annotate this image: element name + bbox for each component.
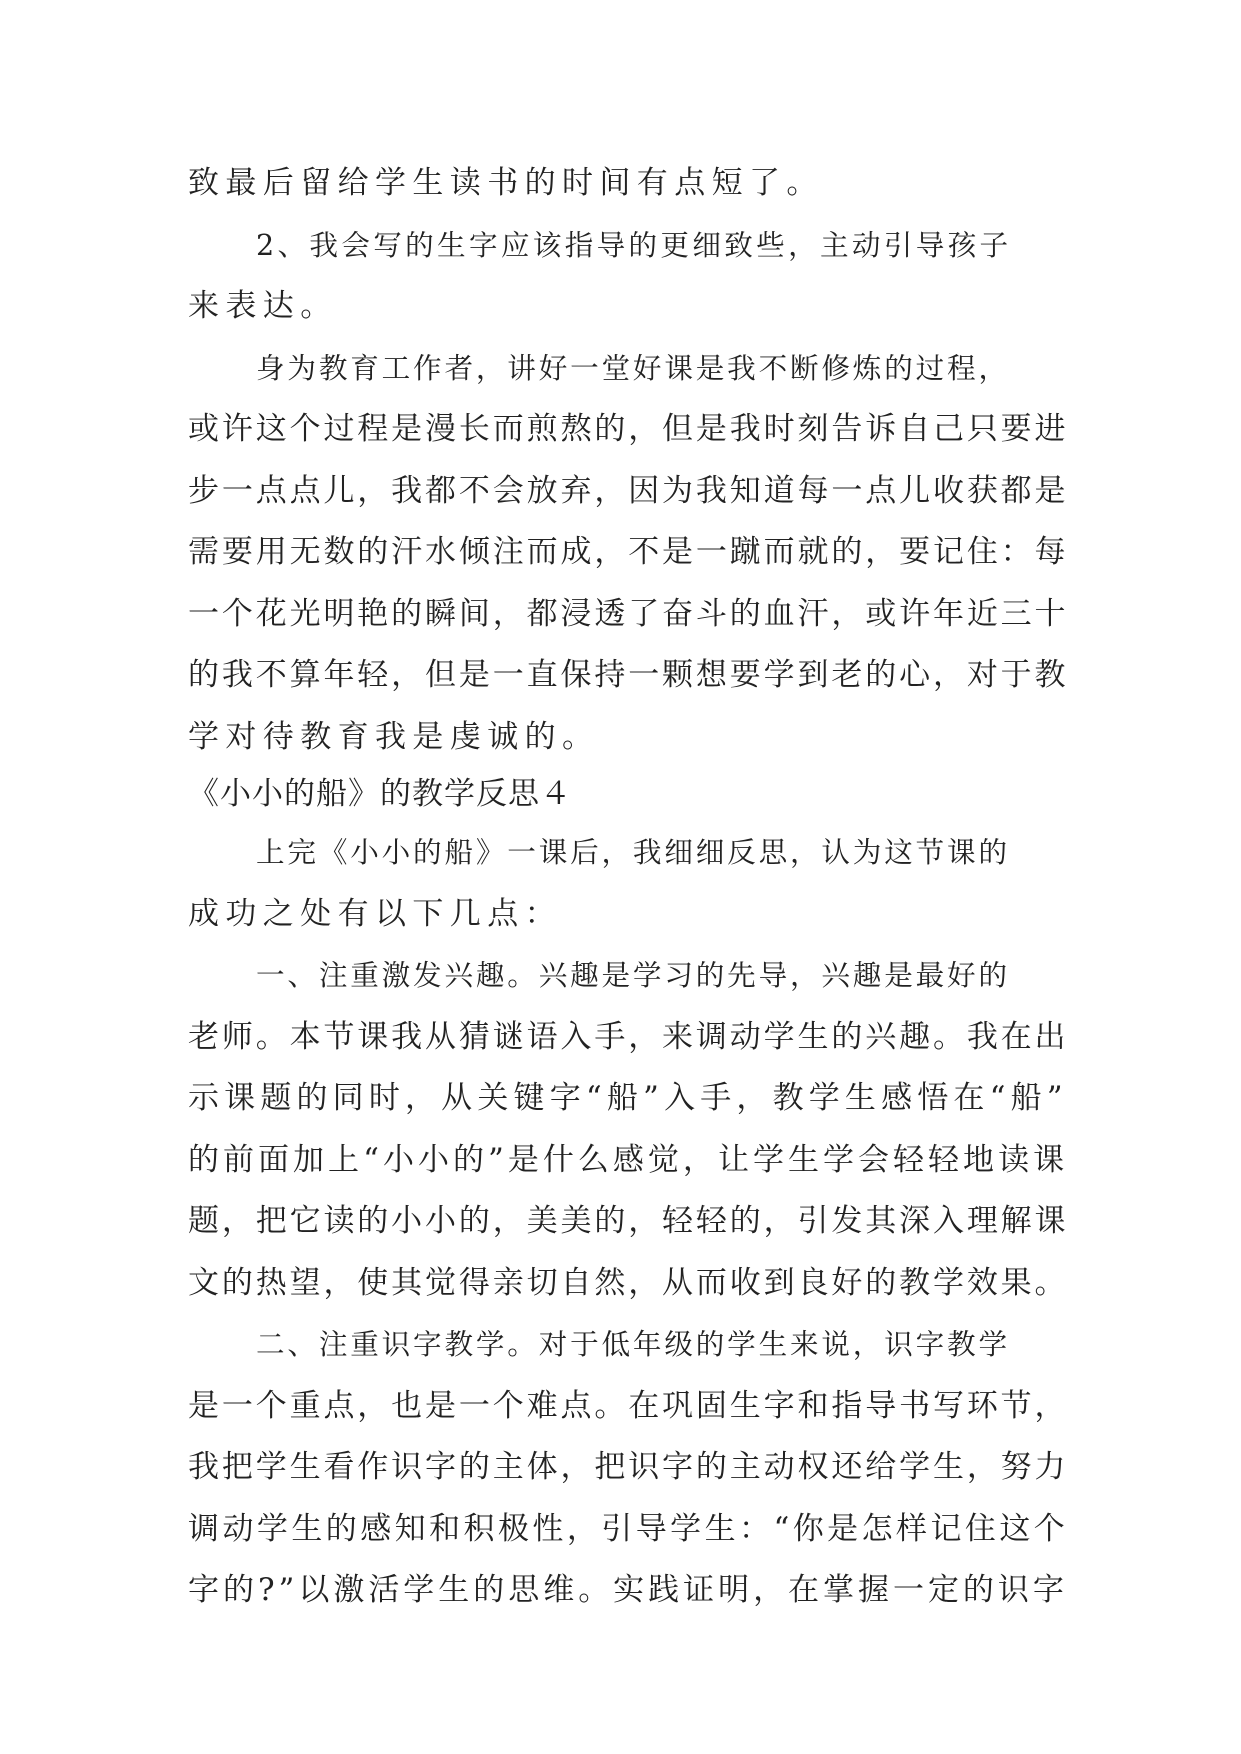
paragraph-line: 老师。本节课我从猜谜语入手，来调动学生的兴趣。我在出: [188, 1019, 1069, 1055]
paragraph-line: 2、我会写的生字应该指导的更细致些，主动引导孩子: [256, 228, 1012, 262]
paragraph-line: 步一点点儿，我都不会放弃，因为我知道每一点儿收获都是: [188, 473, 1069, 509]
paragraph-line: 或许这个过程是漫长而煎熬的，但是我时刻告诉自己只要进: [188, 411, 1069, 447]
paragraph-line: 是一个重点，也是一个难点。在巩固生字和指导书写环节，: [188, 1388, 1069, 1424]
paragraph-line: 字的?”以激活学生的思维。实践证明，在掌握一定的识字: [188, 1572, 1068, 1608]
paragraph-line: 一个花光明艳的瞬间，都浸透了奋斗的血汗，或许年近三十: [188, 596, 1069, 632]
paragraph-line: 学对待教育我是虔诚的。: [188, 719, 600, 755]
paragraph-line: 身为教育工作者，讲好一堂好课是我不断修炼的过程，: [256, 351, 1010, 385]
paragraph-line: 调动学生的感知和积极性，引导学生：“你是怎样记住这个: [188, 1511, 1069, 1547]
paragraph-line: 的前面加上“小小的”是什么感觉，让学生学会轻轻地读课: [188, 1142, 1069, 1178]
paragraph-line: 上完《小小的船》一课后，我细细反思，认为这节课的: [256, 835, 1010, 869]
paragraph-line: 二、注重识字教学。对于低年级的学生来说，识字教学: [256, 1327, 1010, 1361]
paragraph-line: 一、注重激发兴趣。兴趣是学习的先导，兴趣是最好的: [256, 958, 1010, 992]
paragraph-line: 我把学生看作识字的主体，把识字的主动权还给学生，努力: [188, 1449, 1069, 1485]
section-heading: 《小小的船》的教学反思４: [188, 776, 572, 812]
paragraph-line: 来表达。: [188, 288, 338, 324]
paragraph-line: 成功之处有以下几点：: [188, 896, 562, 932]
paragraph-line: 致最后留给学生读书的时间有点短了。: [188, 165, 824, 201]
paragraph-line: 需要用无数的汗水倾注而成，不是一蹴而就的，要记住：每: [188, 534, 1069, 570]
paragraph-line: 的我不算年轻，但是一直保持一颗想要学到老的心，对于教: [188, 657, 1069, 693]
paragraph-line: 示课题的同时，从关键字“船”入手，教学生感悟在“船”: [188, 1080, 1068, 1116]
paragraph-line: 文的热望，使其觉得亲切自然，从而收到良好的教学效果。: [188, 1265, 1069, 1301]
paragraph-line: 题，把它读的小小的，美美的，轻轻的，引发其深入理解课: [188, 1203, 1069, 1239]
